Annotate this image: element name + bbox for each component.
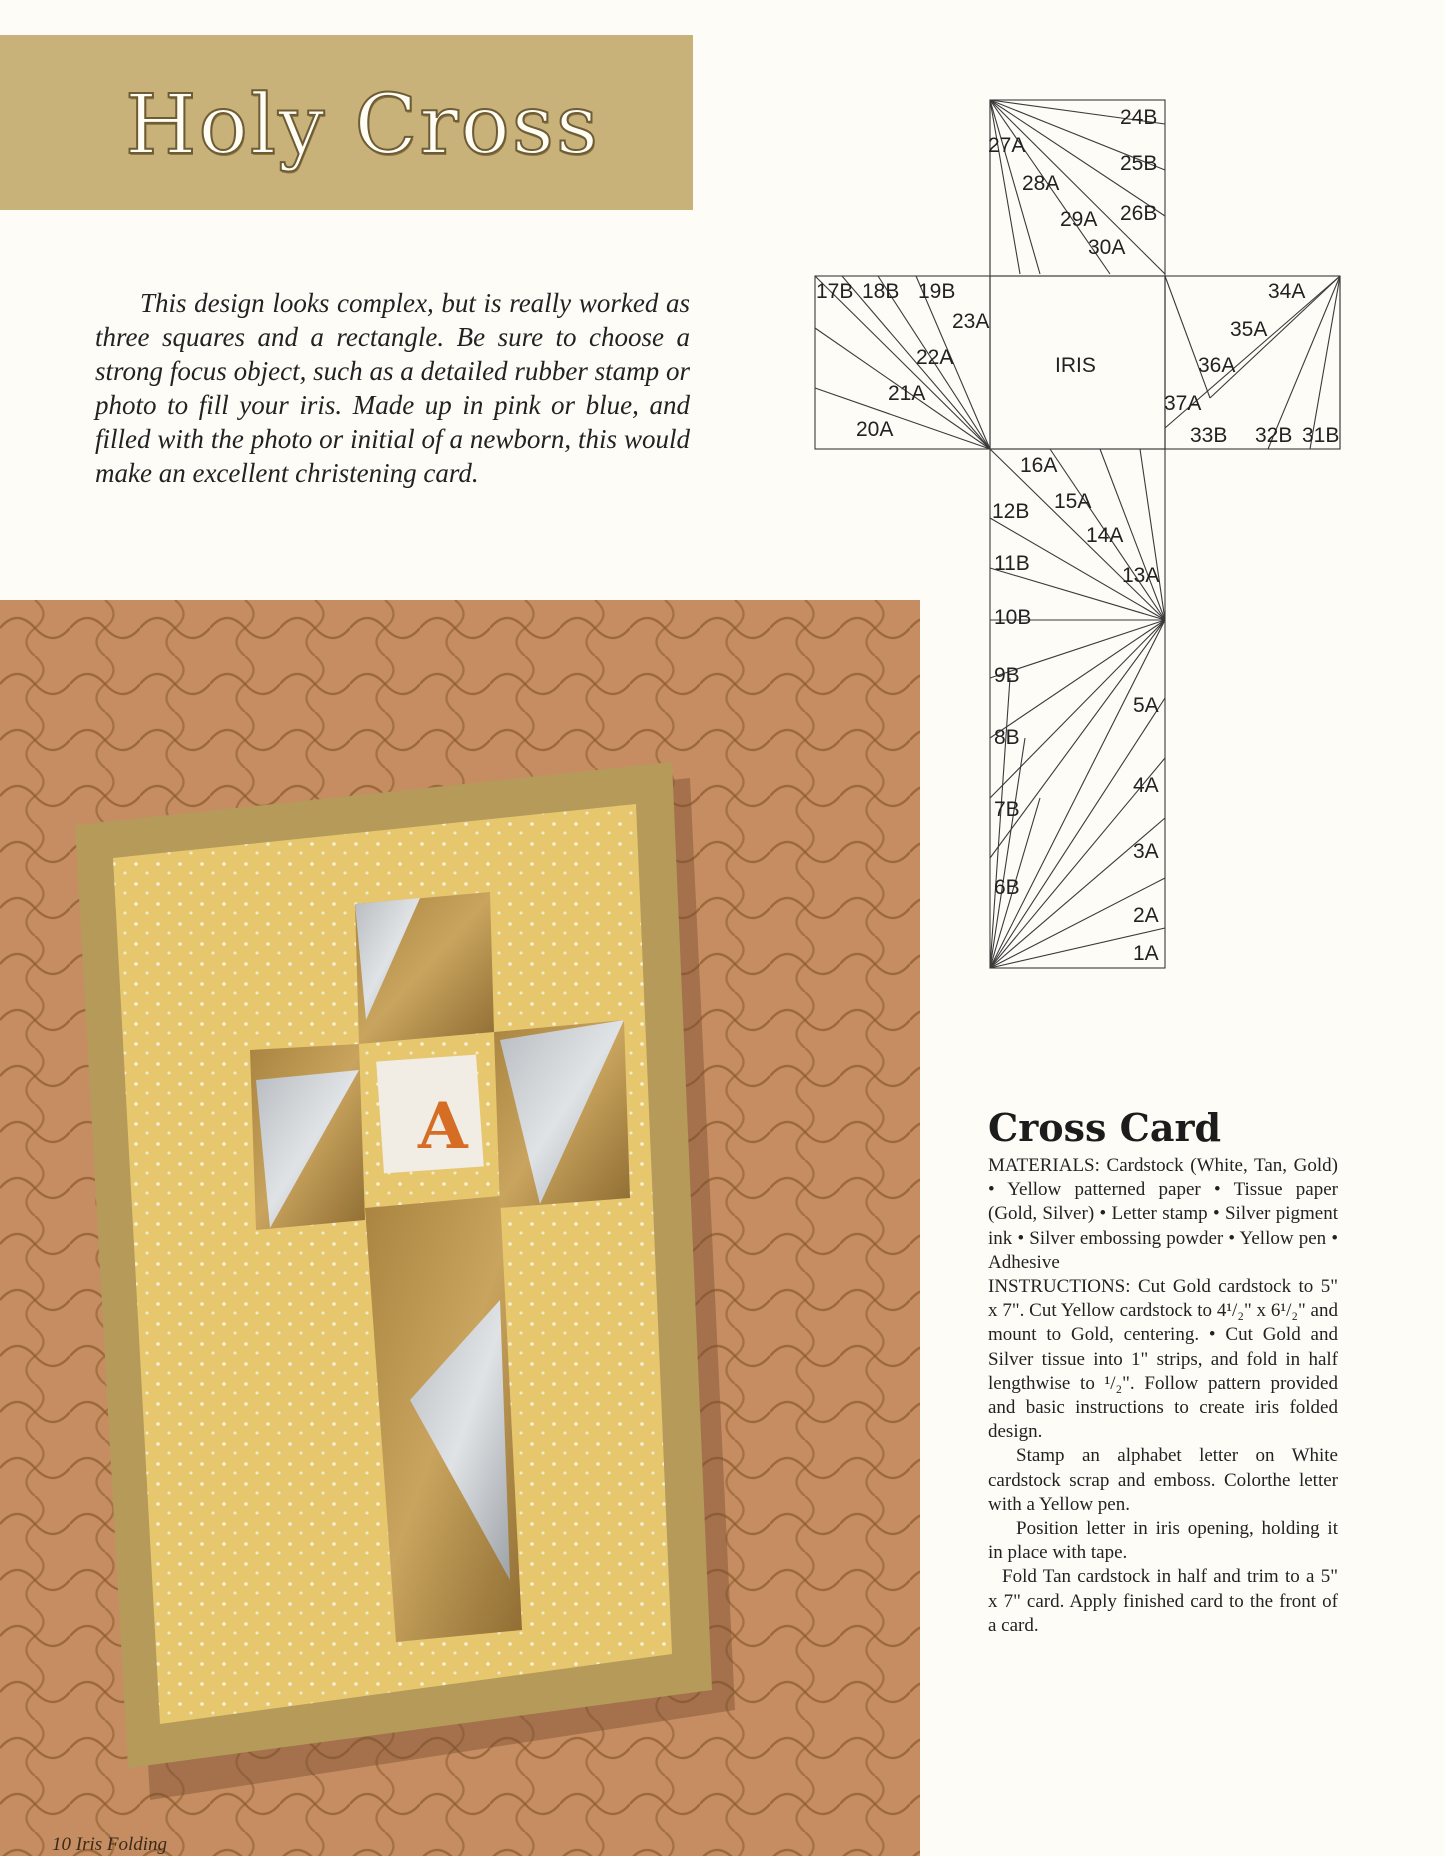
label-22a: 22A <box>916 346 954 369</box>
label-9b: 9B <box>994 664 1020 687</box>
materials-text: MATERIALS: Cardstock (White, Tan, Gold) • Yellow patterned paper • Tissue paper (Gold, Silver) • Letter stamp • Silver pigment ink • Silver embossing powder • Yellow pen • Adhesive <box>988 1155 1338 1273</box>
label-10b: 10B <box>994 606 1032 629</box>
label-19b: 19B <box>918 280 956 303</box>
label-23a: 23A <box>952 310 990 333</box>
label-13a: 13A <box>1122 564 1160 587</box>
label-33b: 33B <box>1190 424 1228 447</box>
label-28a: 28A <box>1022 172 1060 195</box>
label-34a: 34A <box>1268 280 1306 303</box>
label-4a: 4A <box>1133 774 1159 797</box>
stamp-letter: A <box>418 1089 468 1164</box>
card-photo <box>0 600 920 1856</box>
label-37a: 37A <box>1164 392 1202 415</box>
label-21a: 21A <box>888 382 926 405</box>
label-1a: 1A <box>1133 942 1159 965</box>
page-title: Holy Cross <box>125 78 600 173</box>
page-folio: 10 Iris Folding <box>52 1834 168 1855</box>
label-iris: IRIS <box>1055 354 1096 377</box>
section-title: Cross Card <box>988 1105 1222 1150</box>
label-26b: 26B <box>1120 202 1158 225</box>
label-20a: 20A <box>856 418 894 441</box>
label-11b: 11B <box>994 552 1030 575</box>
label-6b: 6B <box>994 876 1020 899</box>
label-30a: 30A <box>1088 236 1126 259</box>
label-24b: 24B <box>1120 106 1158 129</box>
intro-paragraph: This design looks complex, but is really worked as three squares and a rectangle. Be sure to choose a strong focus object, such as a detailed rubber stamp or photo to fill your iris. Made up in pink or blue, and filled with the photo or initial of a newborn, this would make an excellent christening card. <box>95 288 690 488</box>
step-position-letter: Position letter in iris opening, holding it in place with tape. <box>988 1518 1338 1564</box>
label-27a: 27A <box>988 134 1026 157</box>
label-16a: 16A <box>1020 454 1058 477</box>
label-36a: 36A <box>1198 354 1236 377</box>
label-31b: 31B <box>1302 424 1340 447</box>
instructions-column <box>988 1105 1338 1638</box>
step-fold-card: Fold Tan cardstock in half and trim to a 5" x 7" card. Apply finished card to the front of a card. <box>988 1566 1338 1636</box>
label-2a: 2A <box>1133 904 1159 927</box>
instructions-text: INSTRUCTIONS: Cut Gold cardstock to 5" x 7". Cut Yellow cardstock to 4¹/₂" x 6¹/₂" and mount to Gold, centering. • Cut Gold and Silver tissue into 1" strips, and fold in half lengthwise to ¹/₂". Follow pattern provided and basic instructions to create iris folded design. <box>988 1276 1338 1443</box>
label-15a: 15A <box>1054 490 1092 513</box>
label-17b: 17B <box>816 280 854 303</box>
label-18b: 18B <box>862 280 900 303</box>
label-25b: 25B <box>1120 152 1158 175</box>
step-stamp-letter: Stamp an alphabet letter on White cardstock scrap and emboss. Colorthe letter with a Yellow pen. <box>988 1445 1338 1515</box>
label-29a: 29A <box>1060 208 1098 231</box>
label-14a: 14A <box>1086 524 1124 547</box>
label-8b: 8B <box>994 726 1020 749</box>
label-7b: 7B <box>994 798 1020 821</box>
label-3a: 3A <box>1133 840 1159 863</box>
label-35a: 35A <box>1230 318 1268 341</box>
label-5a: 5A <box>1133 694 1159 717</box>
label-12b: 12B <box>992 500 1030 523</box>
label-32b: 32B <box>1255 424 1293 447</box>
